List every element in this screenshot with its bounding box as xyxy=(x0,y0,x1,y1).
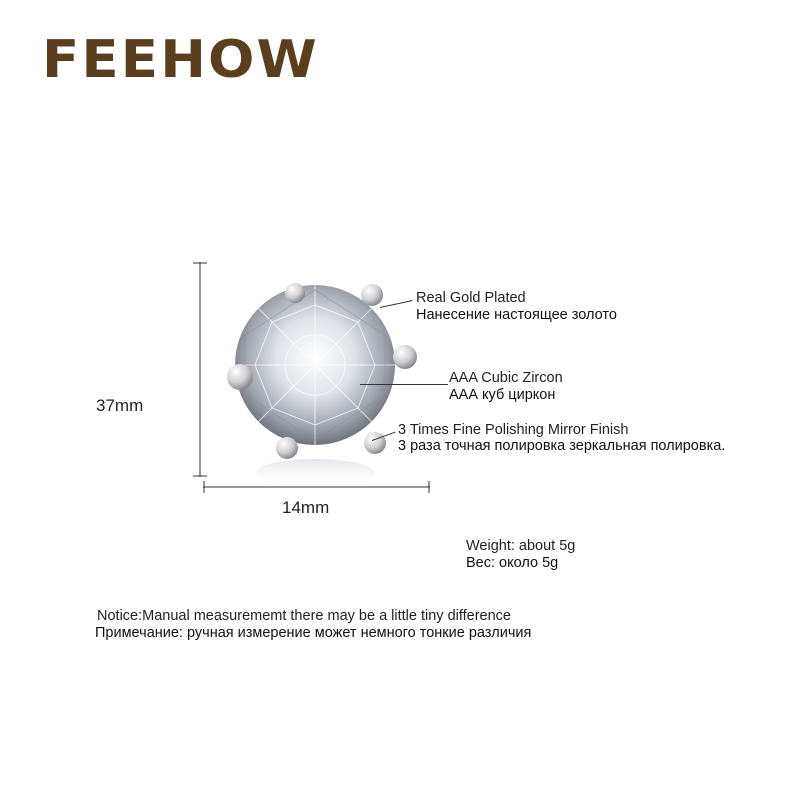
notice-ru-label: Примечание: ручная измерение может немного тонкие различия xyxy=(95,625,532,641)
callout-en-label: AAA Cubic Zircon xyxy=(449,370,563,386)
height-label: 37mm xyxy=(96,396,144,415)
callout-leader-line xyxy=(360,384,448,385)
callout-en-label: Real Gold Plated xyxy=(416,290,526,306)
earring-gem-illustration xyxy=(215,265,425,495)
weight-ru-label: Вес: около 5g xyxy=(466,555,559,571)
callout-ru-label: Нанесение настоящее золото xyxy=(416,307,617,323)
height-dimension-line xyxy=(190,262,210,477)
callout-ru-label: ААА куб циркон xyxy=(449,387,556,403)
width-label: 14mm xyxy=(282,498,330,517)
weight-en-label: Weight: about 5g xyxy=(466,538,576,554)
callout-en-label: 3 Times Fine Polishing Mirror Finish xyxy=(398,422,629,438)
notice-en-label: Notice:Manual measurememt there may be a little tiny difference xyxy=(97,608,511,624)
brand-logo: FEEHOW xyxy=(42,30,319,90)
callout-ru-label: 3 раза точная полировка зеркальная полировка. xyxy=(398,438,726,454)
